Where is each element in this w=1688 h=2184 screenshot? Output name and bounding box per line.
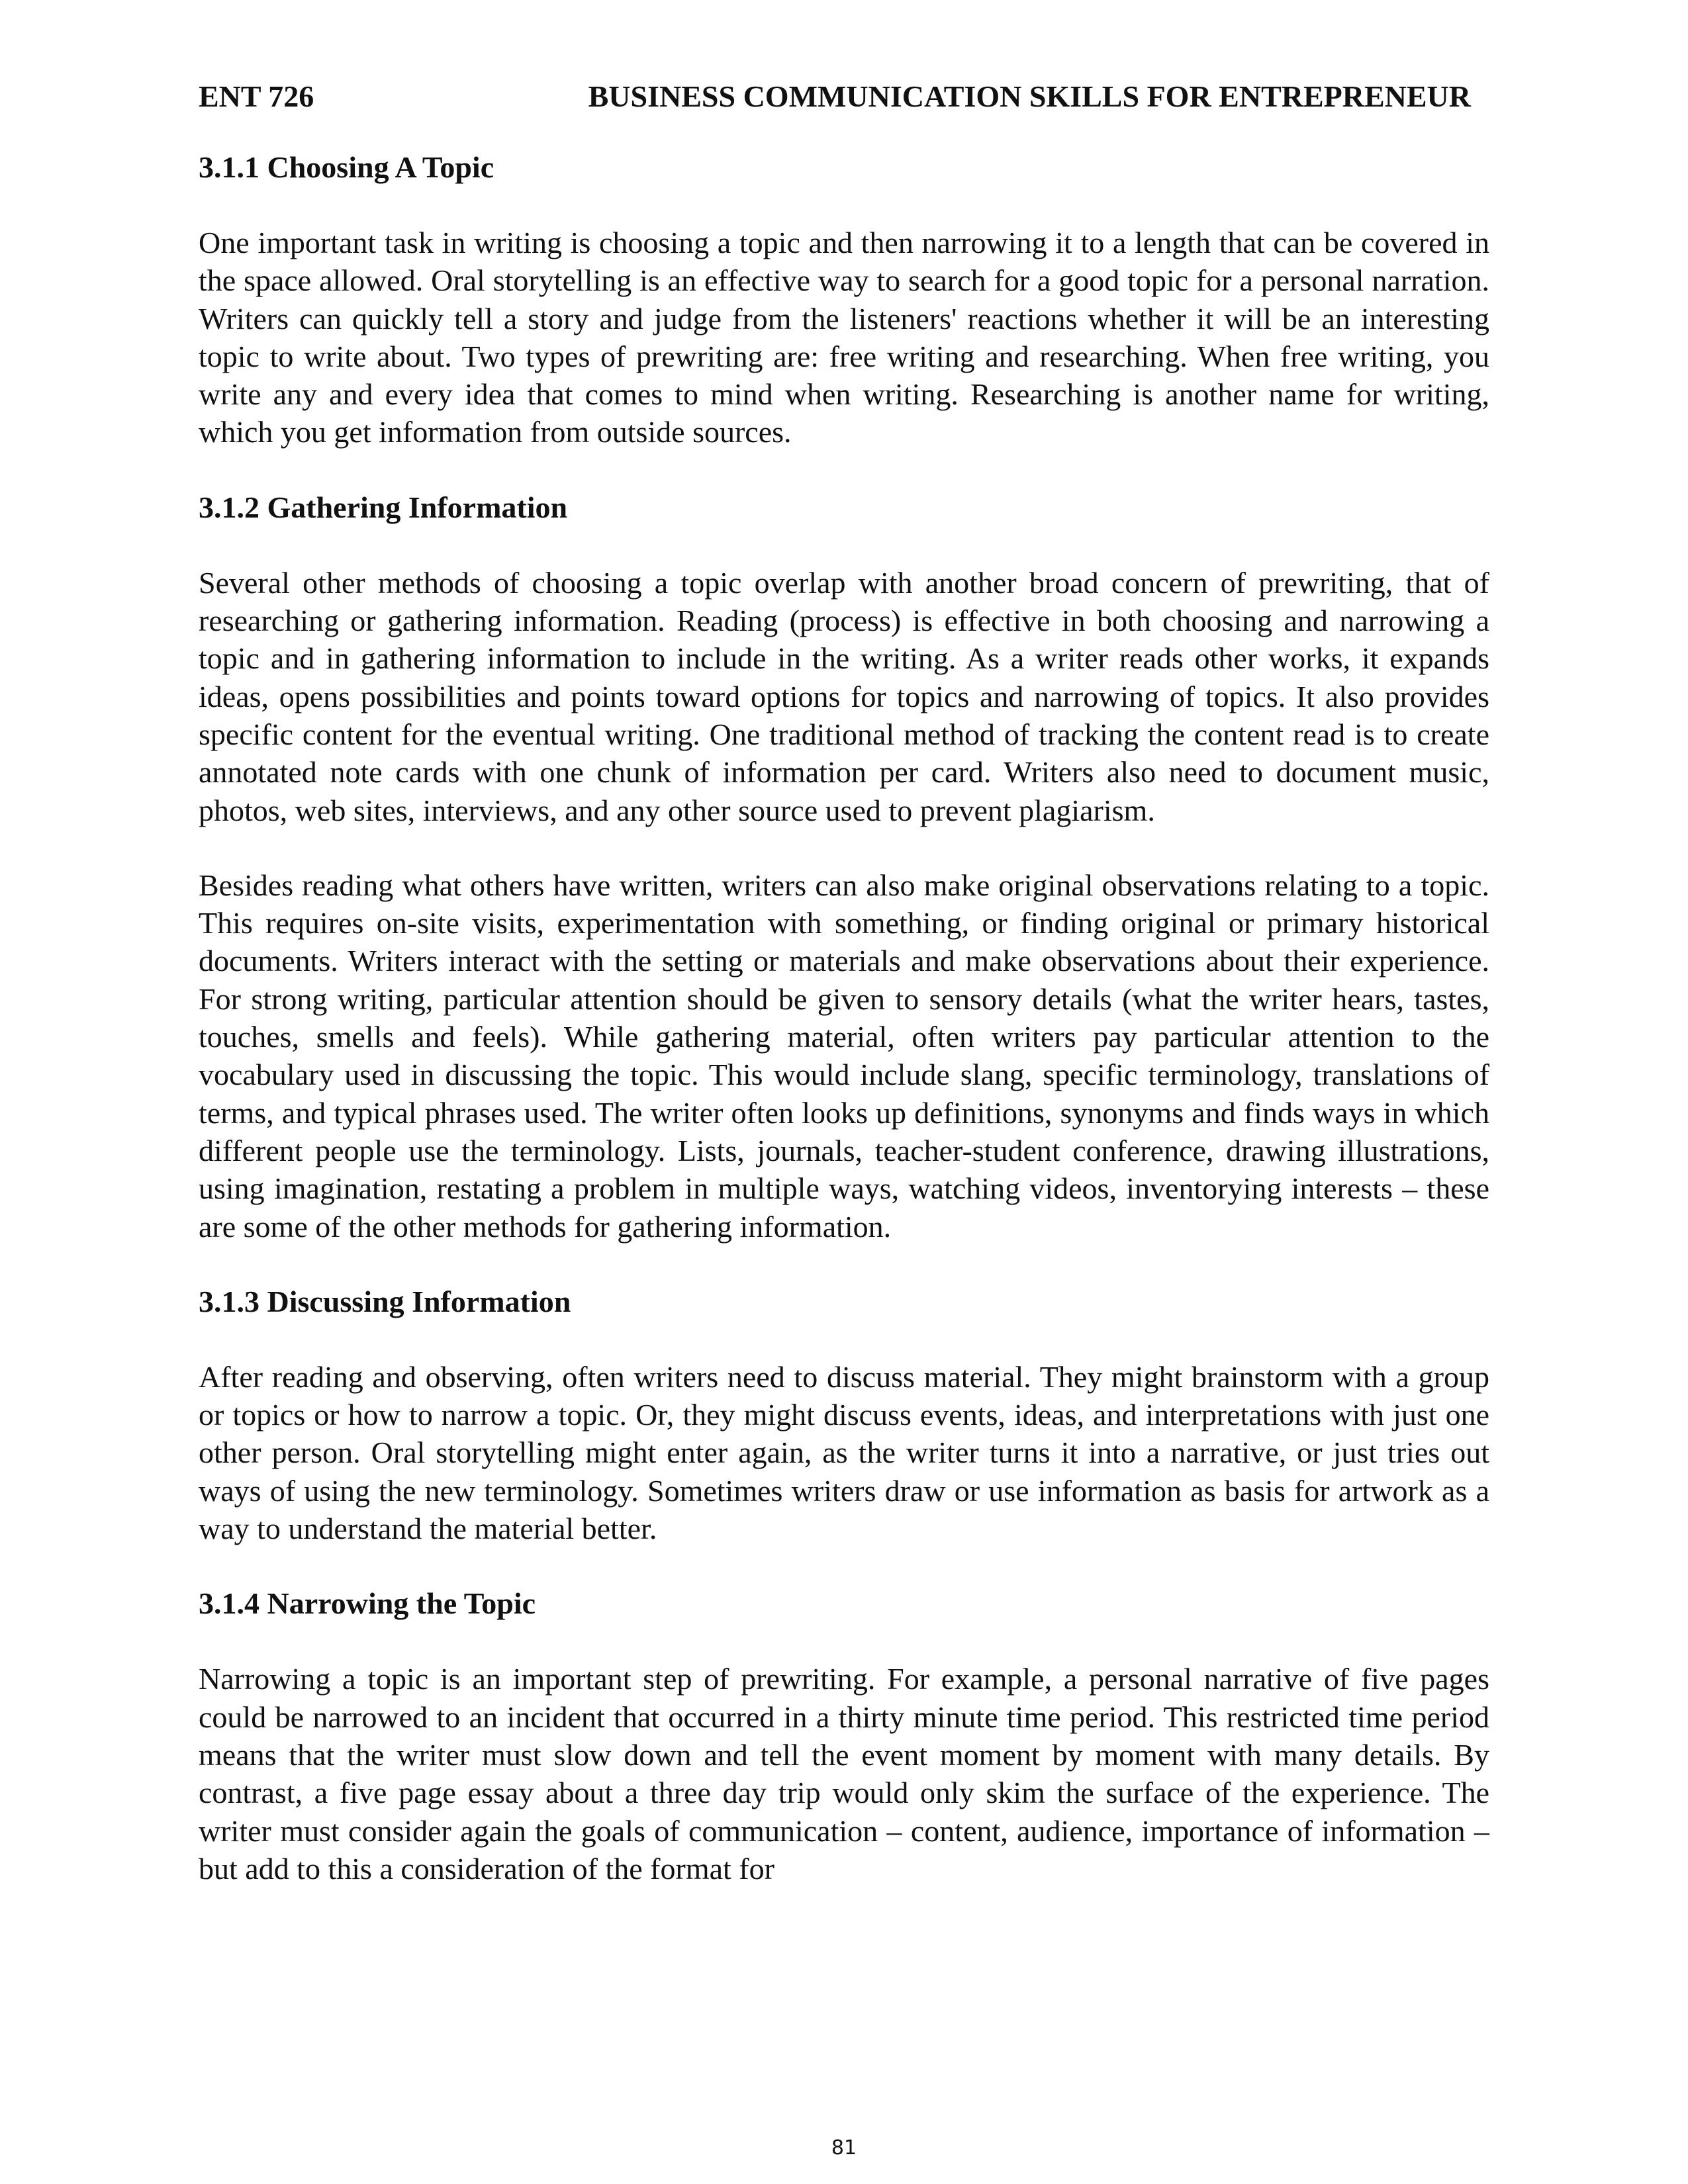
- section-heading: 3.1.2 Gathering Information: [199, 490, 568, 524]
- paragraph: One important task in writing is choosing a topic and then narrowing it to a length that can be covered in the space allowed. Oral storytelling is an effective way to search for a good topic for a personal narration. Writers can quickly tell a story and judge from the listeners' reactions whether it will be an interesting topic to write about. Two types of prewriting are: free writing and researching. When free writing, you write any and every idea that comes to mind when writing. Researching is another name for writing, which you get information from outside sources.: [199, 226, 1489, 449]
- paragraph: Several other methods of choosing a topic overlap with another broad concern of prewriting, that of researching or gathering information. Reading (process) is effective in both choosing and narrowing a topic and in gathering information to include in the writing. As a writer reads other works, it expands ideas, opens possibilities and points toward options for topics and narrowing of topics. It also provides specific content for the eventual writing. One traditional method of tracking the content read is to create annotated note cards with one chunk of information per card. Writers also need to document music, photos, web sites, interviews, and any other source used to prevent plagiarism.: [199, 565, 1489, 827]
- section-discussing-information: [199, 1283, 1489, 1547]
- section-heading: 3.1.3 Discussing Information: [199, 1284, 571, 1318]
- paragraph: Narrowing a topic is an important step of prewriting. For example, a personal narrative of five pages could be narrowed to an incident that occurred in a thirty minute time period. This restricted time period means that the writer must slow down and tell the event moment by moment with many details. By contrast, a five page essay about a three day trip would only skim the surface of the experience. The writer must consider again the goals of communication – content, audience, importance of information – but add to this a consideration of the format for: [199, 1662, 1489, 1886]
- section-choosing-a-topic: [199, 148, 1489, 451]
- section-heading: 3.1.1 Choosing A Topic: [199, 150, 494, 184]
- section-narrowing-the-topic: [199, 1584, 1489, 1888]
- section-heading: 3.1.4 Narrowing the Topic: [199, 1586, 536, 1621]
- paragraph: After reading and observing, often writers need to discuss material. They might brainstorm with a group or topics or how to narrow a topic. Or, they might discuss events, ideas, and interpretations with just one other person. Oral storytelling might enter again, as the writer turns it into a narrative, or just tries out ways of using the new terminology. Sometimes writers draw or use information as basis for artwork as a way to understand the material better.: [199, 1359, 1489, 1546]
- course-code: ENT 726: [199, 79, 314, 113]
- section-gathering-information: [199, 488, 1489, 1246]
- running-header: [199, 73, 1489, 120]
- document-page: [199, 73, 1489, 1925]
- page-number: 81: [831, 2136, 857, 2160]
- paragraph: Besides reading what others have written, writers can also make original observations relating to a topic. This requires on-site visits, experimentation with something, or finding original or primary historical documents. Writers interact with the setting or materials and make observations about their experience. For strong writing, particular attention should be given to sensory details (what the writer hears, tastes, touches, smells and feels). While gathering material, often writers pay particular attention to the vocabulary used in discussing the topic. This would include slang, specific terminology, translations of terms, and typical phrases used. The writer often looks up definitions, synonyms and finds ways in which different people use the terminology. Lists, journals, teacher-student conference, drawing illustrations, using imagination, restating a problem in multiple ways, watching videos, inventorying interests – these are some of the other methods for gathering information.: [199, 868, 1489, 1244]
- course-title: BUSINESS COMMUNICATION SKILLS FOR ENTREPRENEUR: [588, 79, 1471, 113]
